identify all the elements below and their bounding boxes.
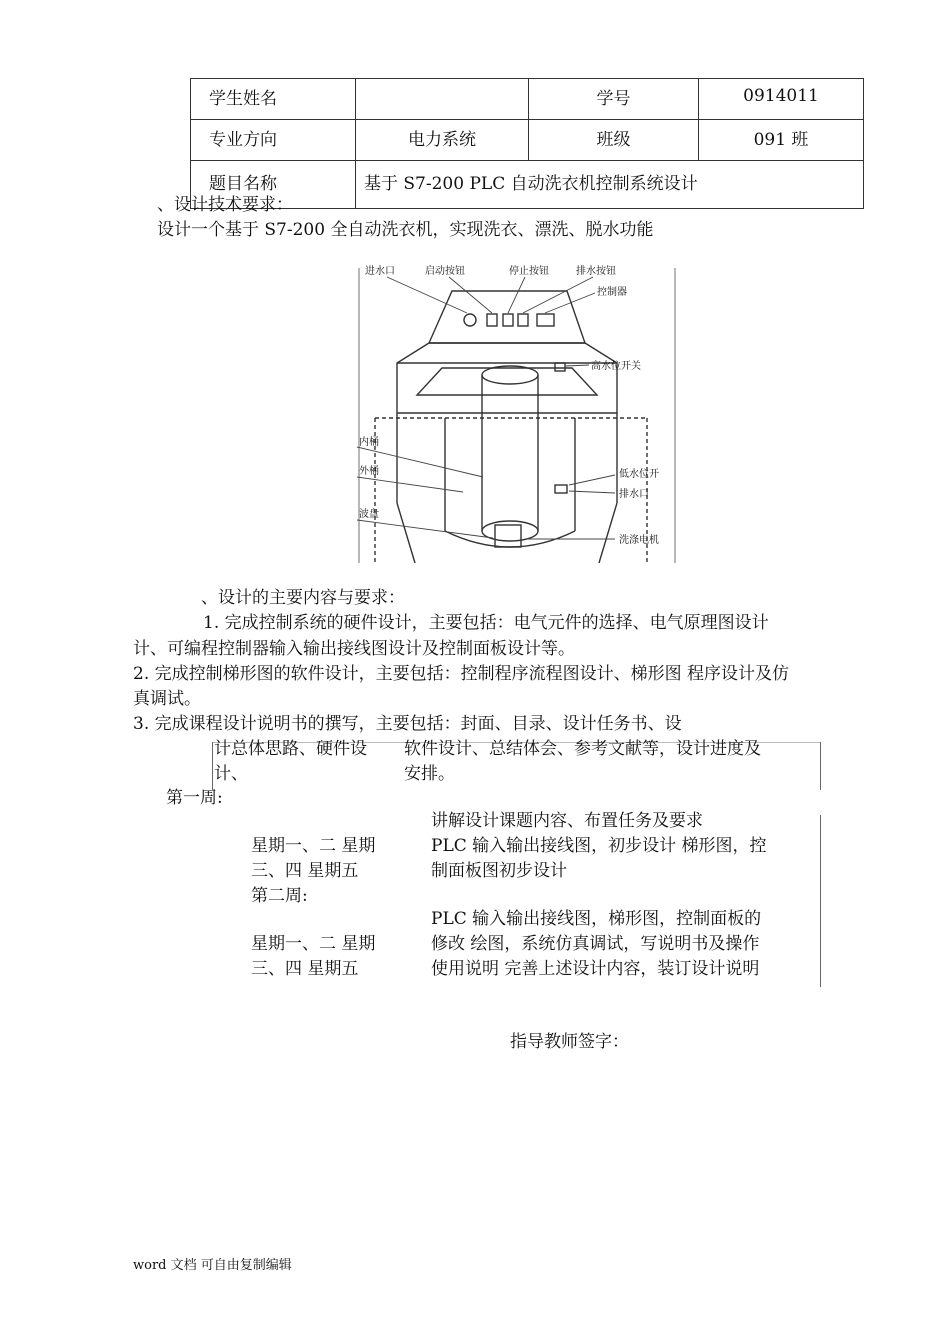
- week2-task-line1: PLC 输入输出接线图，梯形图，控制面板的: [431, 909, 762, 929]
- week1-label: 第一周:: [166, 788, 223, 808]
- divider: [820, 742, 821, 790]
- class-value: 091 班: [699, 120, 864, 161]
- section2-item2-line2: 真调试。: [133, 689, 201, 709]
- section2-item2-line1: 2. 完成控制梯形图的软件设计，主要包括：控制程序流程图设计、梯形图 程序设计及仿: [133, 664, 790, 684]
- label-outlet: 排水口: [619, 489, 649, 500]
- label-stop-button: 停止按钮: [509, 266, 549, 277]
- divider: [212, 742, 213, 790]
- week2-task-line2: 修改 绘图，系统仿真调试，写说明书及操作: [431, 934, 760, 954]
- week2-days-line2: 三、四 星期五: [251, 959, 359, 979]
- table-row: [191, 79, 864, 120]
- label-high-level-switch: 高水位开关: [591, 361, 641, 372]
- label-drain-button: 排水按钮: [576, 266, 616, 277]
- label-start-button: 启动按钮: [425, 266, 465, 277]
- info-table: [190, 78, 864, 209]
- section2-item3-line1: 3. 完成课程设计说明书的撰写，主要包括：封面、目录、设计任务书、设: [133, 714, 682, 734]
- footer-note: word 文档 可自由复制编辑: [133, 1258, 292, 1273]
- table-row: [191, 120, 864, 161]
- week1-task-line2: PLC 输入输出接线图，初步设计 梯形图，控: [431, 836, 767, 856]
- week2-task-line3: 使用说明 完善上述设计内容，装订设计说明: [431, 959, 760, 979]
- section1-body: 设计一个基于 S7-200 全自动洗衣机，实现洗衣、漂洗、脱水功能: [157, 220, 654, 240]
- student-name-value: [356, 79, 529, 120]
- week1-task-line3: 制面板图初步设计: [431, 861, 567, 881]
- student-name-label: 学生姓名: [191, 79, 356, 120]
- section2-item1-line1: 1. 完成控制系统的硬件设计，主要包括：电气元件的选择、电气原理图设计: [203, 613, 769, 633]
- washing-machine-diagram: [357, 263, 677, 567]
- section2-item3-line2b: 计、: [214, 764, 248, 784]
- week1-days-line1: 星期一、二 星期: [251, 836, 376, 856]
- section2-item3-line2d: 安排。: [404, 764, 455, 784]
- label-outer-tub: 外桶: [359, 466, 379, 477]
- student-id-value: 0914011: [699, 79, 864, 120]
- label-low-level-switch: 低水位开: [619, 469, 659, 480]
- label-inlet: 进水口: [365, 266, 395, 277]
- major-value: 电力系统: [356, 120, 529, 161]
- section1-heading: 、设计技术要求：: [157, 195, 293, 215]
- major-label: 专业方向: [191, 120, 356, 161]
- week2-label: 第二周:: [251, 886, 308, 906]
- week2-days-line1: 星期一、二 星期: [251, 934, 376, 954]
- section2-item3-line2a: 计总体思路、硬件设: [214, 739, 367, 759]
- section2-item1-line2: 计、可编程控制器输入输出接线图设计及控制面板设计等。: [133, 639, 575, 659]
- label-controller: 控制器: [597, 287, 627, 298]
- label-impeller: 波盘: [359, 509, 379, 520]
- label-inner-tub: 内桶: [359, 437, 379, 448]
- label-wash-motor: 洗涤电机: [619, 535, 659, 546]
- signature-label: 指导教师签字：: [510, 1032, 629, 1052]
- section2-item3-line2c: 软件设计、总结体会、参考文献等，设计进度及: [404, 739, 761, 759]
- week1-task-line1: 讲解设计课题内容、布置任务及要求: [431, 811, 703, 831]
- class-label: 班级: [529, 120, 699, 161]
- topic-label: 题目名称: [191, 161, 356, 209]
- section2-heading: 、设计的主要内容与要求：: [201, 588, 405, 608]
- student-id-label: 学号: [529, 79, 699, 120]
- divider: [820, 815, 821, 987]
- week1-days-line2: 三、四 星期五: [251, 861, 359, 881]
- topic-value: 基于 S7-200 PLC 自动洗衣机控制系统设计: [356, 161, 864, 209]
